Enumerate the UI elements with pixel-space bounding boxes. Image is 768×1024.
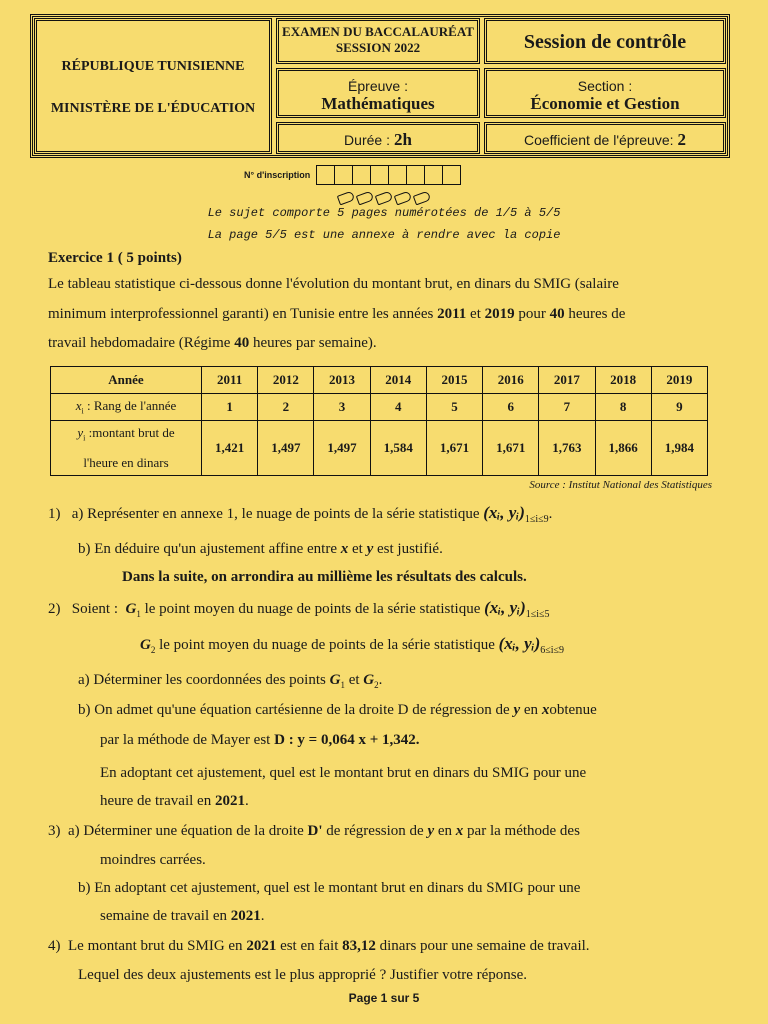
value-cell: 1,984 (651, 421, 707, 476)
year-cell: 2012 (258, 367, 314, 394)
x-row-label: $x_i$ : Rang de l'année (51, 394, 202, 421)
intro-line-1: Le tableau statistique ci-dessous donne l'évolution du montant brut, en dinars du SMIG (salaire (48, 276, 619, 292)
q3a-line-1: 3) a) Déterminer une équation de la droite D' de régression de y en x par la méthode des (48, 823, 580, 839)
duree-box (276, 122, 480, 154)
q3b-line-1: b) En adoptant cet ajustement, quel est le montant brut en dinars du SMIG pour une (78, 880, 581, 896)
intro-line-3: travail hebdomadaire (Régime 40 heures par semaine). (48, 335, 377, 351)
year-cell: 2013 (314, 367, 370, 394)
q2b-line-2: par la méthode de Mayer est D : y = 0,064 x + 1,342. (100, 732, 420, 748)
value-cell: 1,671 (483, 421, 539, 476)
pages-note: Le sujet comporte 5 pages numérotées de 1/5 à 5/5 (207, 206, 561, 220)
exam-title-line1: EXAMEN DU BACCALAURÉAT (282, 24, 474, 39)
coef-value: 2 (677, 130, 686, 149)
coef-box (484, 122, 726, 154)
exercise-title: Exercice 1 ( 5 points) (48, 250, 182, 266)
table-source: Source : Institut National des Statistiques (529, 479, 712, 491)
annexe-note: La page 5/5 est une annexe à rendre avec la copie (207, 228, 561, 242)
session-box (484, 18, 726, 64)
year-cell: 2016 (483, 367, 539, 394)
rank-cell: 9 (651, 394, 707, 421)
year-cell: 2018 (595, 367, 651, 394)
q2-line-1: 2) Soient : $G_1$ le point moyen du nuage de points de la série statistique (xᵢ, $yᵢ)_{1\le i\le 5}$ (48, 598, 550, 620)
duree-value: 2h (393, 130, 412, 149)
epreuve-label: Épreuve : (348, 78, 408, 94)
q4-line-1: 4) Le montant brut du SMIG en 2021 est en fait 83,12 dinars pour une semaine de travail. (48, 938, 590, 954)
q3b-line-2: semaine de travail en 2021. (100, 908, 265, 924)
country-box (34, 18, 272, 154)
q2b-line-1: b) On admet qu'une équation cartésienne de la droite D de régression de y en xobtenue (78, 702, 597, 718)
year-cell: 2014 (370, 367, 426, 394)
section-value: Économie et Gestion (530, 94, 680, 113)
rounding-note: Dans la suite, on arrondira au millième les résultats des calculs. (122, 569, 527, 585)
q2b-line-3: En adoptant cet ajustement, quel est le montant brut en dinars du SMIG pour une (100, 765, 587, 781)
q1b-line: b) En déduire qu'un ajustement affine entre x et y est justifié. (78, 541, 443, 557)
year-cell: 2019 (651, 367, 707, 394)
rank-cell: 7 (539, 394, 595, 421)
intro-line-2: minimum interprofessionnel garanti) en Tunisie entre les années 2011 et 2019 pour 40 heures de (48, 306, 626, 322)
rank-cell: 2 (258, 394, 314, 421)
value-cell: 1,584 (370, 421, 426, 476)
q2a-line: a) Déterminer les coordonnées des points $G_1$ et $G_2$. (78, 672, 383, 690)
inscription-label: N° d'inscription (244, 170, 311, 180)
value-cell: 1,671 (426, 421, 482, 476)
value-cell: 1,497 (314, 421, 370, 476)
republic-label: RÉPUBLIQUE TUNISIENNE (61, 59, 245, 74)
rank-cell: 8 (595, 394, 651, 421)
table-header-label: Année (51, 367, 202, 394)
value-cell: 1,866 (595, 421, 651, 476)
coef-label: Coefficient de l'épreuve: (523, 132, 674, 148)
epreuve-value: Mathématiques (321, 94, 435, 113)
table-row (51, 421, 708, 476)
session-label: Session de contrôle (523, 31, 687, 53)
q2-line-2: $G_2$ le point moyen du nuage de points de la série statistique (xᵢ, $yᵢ)_{6\le i\le 9}$ (140, 634, 565, 656)
value-cell: 1,497 (258, 421, 314, 476)
value-cell: 1,421 (202, 421, 258, 476)
exam-title-box (276, 18, 480, 64)
q4-line-2: Lequel des deux ajustements est le plus approprié ? Justifier votre réponse. (78, 967, 528, 983)
rank-cell: 3 (314, 394, 370, 421)
value-cell: 1,763 (539, 421, 595, 476)
page-footer: Page 1 sur 5 (348, 991, 420, 1005)
section-label: Section : (577, 78, 633, 94)
year-cell: 2011 (202, 367, 258, 394)
y-row-label: $y_i$ :montant brut de l'heure en dinars (51, 421, 202, 476)
table-row (51, 394, 708, 421)
rank-cell: 6 (483, 394, 539, 421)
rank-cell: 4 (370, 394, 426, 421)
inscription-boxes[interactable] (316, 165, 460, 185)
q3a-line-2: moindres carrées. (100, 852, 206, 868)
ministry-label: MINISTÈRE DE L'ÉDUCATION (50, 101, 256, 116)
rank-cell: 1 (202, 394, 258, 421)
smig-table (50, 366, 708, 476)
rank-cell: 5 (426, 394, 482, 421)
year-cell: 2015 (426, 367, 482, 394)
q2b-line-4: heure de travail en 2021. (100, 793, 249, 809)
q1a-line: 1) a) Représenter en annexe 1, le nuage de points de la série statistique (xᵢ, $yᵢ)_{1\le i\le 9}$. (48, 503, 553, 525)
exam-title-line2: SESSION 2022 (335, 40, 421, 55)
duree-label: Durée : (344, 132, 390, 148)
year-cell: 2017 (539, 367, 595, 394)
section-box (484, 68, 726, 118)
epreuve-box (276, 68, 480, 118)
table-row (51, 367, 708, 394)
